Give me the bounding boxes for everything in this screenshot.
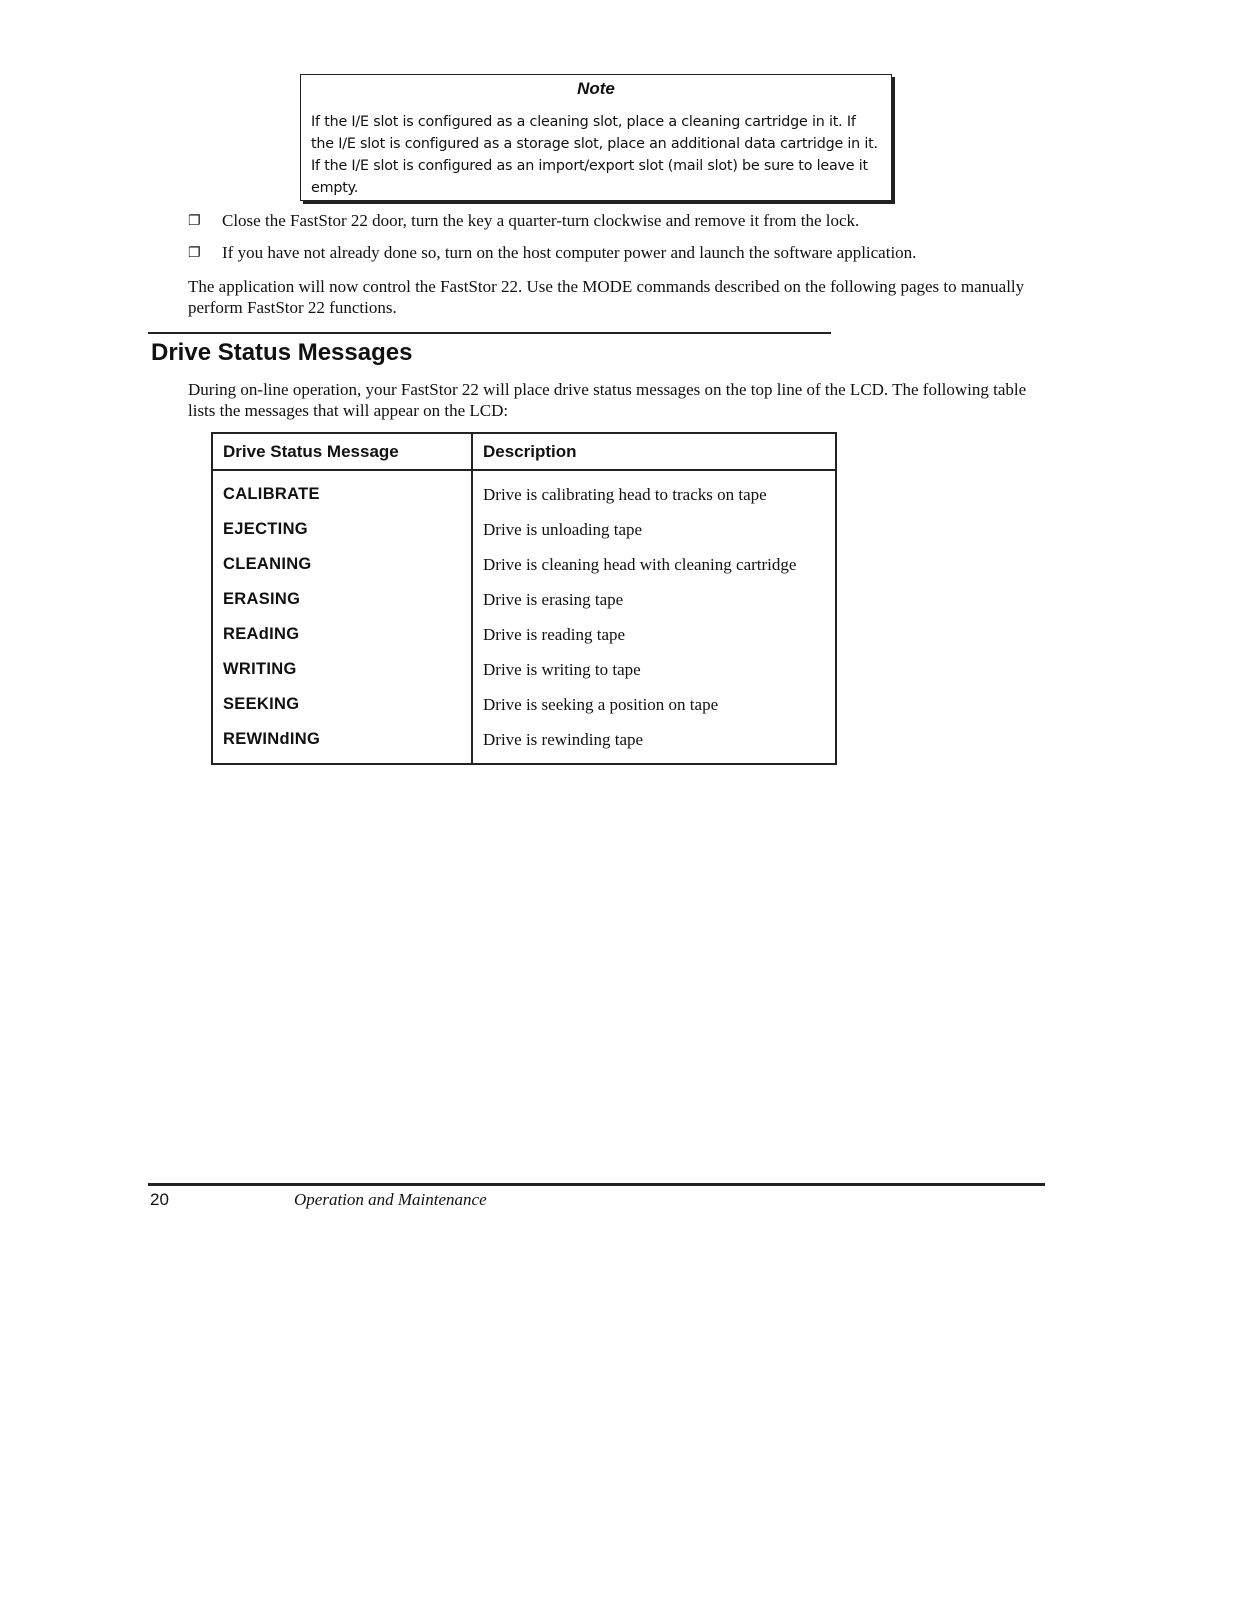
description-cell: Drive is erasing tape (483, 589, 624, 609)
section-divider (148, 332, 831, 334)
status-message-cell: CLEANING (212, 547, 472, 582)
table-row (212, 617, 836, 652)
checkbox-bullet-icon: ❐ (188, 245, 201, 261)
status-message-cell: ERASING (212, 582, 472, 617)
page-number: 20 (150, 1190, 169, 1209)
intro-paragraph: The application will now control the FastStor 22. Use the MODE commands described on the following pages to manually perform FastStor 22 functions. (188, 277, 1025, 317)
description-cell: Drive is calibrating head to tracks on tape (483, 484, 767, 504)
status-message-cell: REAdING (212, 617, 472, 652)
table-row (212, 687, 836, 722)
checkbox-bullet-icon: ❐ (188, 213, 201, 229)
description-cell: Drive is unloading tape (483, 519, 643, 539)
table-row (212, 512, 836, 547)
description-cell: Drive is rewinding tape (483, 729, 644, 749)
section-paragraph: During on-line operation, your FastStor 22 will place drive status messages on the top line of the LCD. The following table lists the messages that will appear on the LCD: (188, 380, 1027, 420)
description-cell: Drive is cleaning head with cleaning cartridge (483, 554, 797, 574)
status-message-cell: REWINdING (212, 722, 472, 764)
footer-chapter-title: Operation and Maintenance (294, 1190, 487, 1209)
table-row (212, 652, 836, 687)
table-row (212, 470, 836, 512)
status-message-cell: WRITING (212, 652, 472, 687)
bullet-text: If you have not already done so, turn on the host computer power and launch the software application. (222, 243, 917, 262)
description-cell: Drive is writing to tape (483, 659, 641, 679)
bullet-text: Close the FastStor 22 door, turn the key a quarter-turn clockwise and remove it from the lock. (222, 211, 860, 230)
note-title: Note (577, 79, 615, 98)
section-heading: Drive Status Messages (151, 339, 413, 366)
drive-status-table (211, 432, 837, 765)
status-message-cell: SEEKING (212, 687, 472, 722)
footer-divider (148, 1183, 1045, 1186)
table-row (212, 547, 836, 582)
status-message-cell: EJECTING (212, 512, 472, 547)
table-header-row (212, 433, 836, 470)
table-row (212, 582, 836, 617)
status-message-cell: CALIBRATE (212, 470, 472, 512)
table-row (212, 722, 836, 764)
column-header-description: Description (472, 433, 836, 470)
description-cell: Drive is seeking a position on tape (483, 694, 719, 714)
note-text: If the I/E slot is configured as a cleaning slot, place a cleaning cartridge in it. If the I/E slot is configured as a storage slot, place an additional data cartridge in it. If the I/E slot is configured as an import/export slot (mail slot) be sure to leave it empty. (311, 114, 878, 196)
description-cell: Drive is reading tape (483, 624, 626, 644)
note-box (300, 74, 892, 201)
column-header-message: Drive Status Message (212, 433, 472, 470)
